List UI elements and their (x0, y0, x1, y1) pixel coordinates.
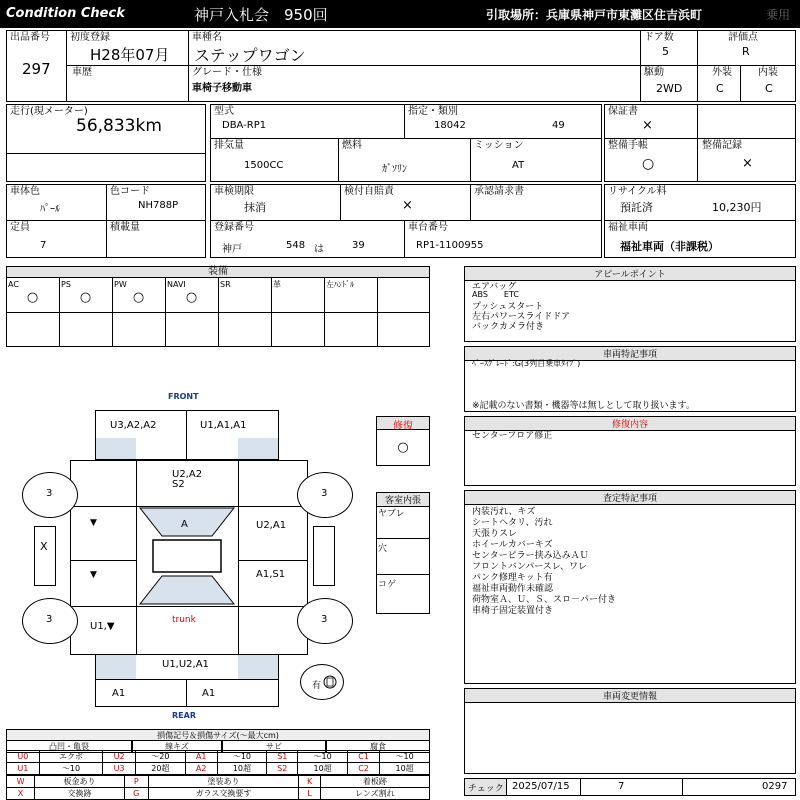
appeal-line-2: ABS ETC (472, 290, 519, 299)
form-title: Condition Check (6, 6, 125, 21)
capacity-label: 定員 (10, 222, 30, 233)
assessment-title: 査定特記事項 (465, 491, 795, 505)
lot-value: 297 (22, 60, 51, 78)
assessment-line-5: センターピラー挟み込みＡＵ (472, 551, 589, 561)
assessment-line-4: ホイールカバーキズ (472, 540, 553, 550)
tire-fr-value: 3 (321, 488, 328, 499)
car-name-value: ステップワゴン (194, 46, 306, 65)
assessment-line-10: 車椅子固定装置付き (472, 606, 554, 616)
fuel-label: 燃料 (342, 140, 362, 151)
code-a2: A2 (185, 763, 217, 775)
assessment-line-6: フロントバンパースレ、ワレ (472, 562, 588, 572)
color-value: ﾊﾟｰﾙ (40, 204, 60, 215)
assessment-line-7: パンク修理キット有 (472, 573, 553, 583)
spare-tire-box (300, 664, 344, 700)
code-c2: C2 (348, 763, 380, 775)
spare-tire-label: 有 (312, 681, 322, 691)
auction-title: 神戸入札会 950回 (194, 6, 328, 24)
appeal-line-4: 左右パワースライドドア (472, 312, 571, 322)
grade-label: グレード・仕様 (192, 67, 262, 78)
assessment-line-2: シートヘタリ、汚れ (472, 518, 553, 528)
tire-fl-value: 3 (46, 488, 53, 499)
drive-value: 2WD (656, 82, 683, 95)
special-note: ※記載のない書類・機器等は無しとして取り扱います。 (472, 401, 695, 411)
maint-value: × (742, 156, 753, 171)
front-right-damage: U1,A1,A1 (200, 420, 247, 431)
assessment-line-8: 福祉車両動作未確認 (472, 584, 554, 594)
right-front-door-damage: U2,A1 (256, 520, 287, 531)
recycle-label: リサイクル料 (608, 186, 667, 197)
appeal-line-1: エアバッグ (472, 282, 517, 292)
liability-value: × (402, 198, 413, 213)
left-mirror-damage: X (40, 540, 48, 553)
code-x: X (7, 788, 35, 800)
check-label: チェック (468, 784, 504, 794)
welfare-value: 福祉車両（非課税） (620, 240, 719, 253)
color-label: 車体色 (10, 186, 40, 197)
displacement-value: 1500CC (244, 160, 284, 171)
check-num: 7 (618, 781, 625, 792)
code-u1: U1 (7, 763, 40, 775)
appeal-line-3: プッシュスタート (472, 302, 544, 312)
code-u3: U3 (103, 763, 136, 775)
maint-label: 整備記録 (702, 140, 742, 151)
equip-ac-label: AC (8, 280, 19, 289)
left-mirror-box (34, 526, 56, 586)
right-rear-door-damage: A1,S1 (256, 569, 286, 580)
legend-group-4: 腐食 (326, 740, 430, 753)
legend-title: 損傷記号＆損傷サイズ(〜最大cm) (6, 729, 430, 742)
exterior-value: C (716, 82, 724, 95)
check-lot: 0297 (762, 781, 788, 792)
repair-value: ○ (397, 440, 409, 455)
assessment-line-3: 天張りスレ (472, 529, 518, 539)
legend-table-2: W 板金あり P 塗装あり K 着板跡 X 交換跡 G ガラス交換要す L レンズ割れ (6, 775, 430, 800)
mileage-label: 走行(現メーター) (10, 106, 88, 117)
rear-label: REAR (172, 711, 196, 720)
rear-right-damage: A1 (202, 688, 216, 699)
plate-class: 548 (286, 240, 306, 251)
code-s2: S2 (267, 763, 298, 775)
car-name-label: 車種名 (192, 32, 222, 43)
assessment-line-9: 荷物室Ａ、Ｕ、Ｓ、スロ－パー付き (472, 595, 617, 605)
front-left-damage: U3,A2,A2 (110, 420, 157, 431)
assessment-line-1: 内装汚れ、キズ (472, 507, 536, 517)
hood-damage-2: S2 (172, 479, 185, 490)
fuel-value: ｶﾞｿﾘﾝ (382, 164, 407, 175)
spare-tire-icon (323, 675, 337, 689)
hood-damage-1: U2,A2 (172, 469, 203, 480)
equip-navi-label: NAVI (167, 280, 186, 289)
equip-lhd-label: 左ﾊﾝﾄﾞﾙ (326, 280, 354, 289)
appeal-line-5: バックカメラ付き (472, 322, 545, 332)
left-rear-door-mark: ▼ (90, 570, 97, 580)
exterior-label: 外装 (712, 67, 732, 78)
recycle-value: 10,230円 (712, 201, 762, 214)
pickup-location: 引取場所：兵庫県神戸市東灘区住吉浜町 (486, 8, 703, 22)
legend-group-1: 凸凹・亀裂 (6, 740, 132, 753)
legend-group-2: 線キズ (132, 740, 222, 753)
color-code-label: 色コード (110, 186, 150, 197)
grade-value: 車椅子移動車 (192, 83, 252, 94)
model-label: 型式 (214, 106, 234, 117)
inspection-box (210, 184, 602, 258)
equip-pw-value: ○ (132, 290, 145, 305)
inspection-label: 車検期限 (214, 186, 254, 197)
mileage-value: 56,833km (76, 116, 162, 136)
front-label: FRONT (168, 392, 199, 401)
plate-label: 登録番号 (214, 222, 254, 233)
rear-bumper-damage: U1,U2,A1 (162, 659, 209, 670)
recycle-status: 預託済 (620, 201, 653, 214)
rear-lower-left (95, 679, 187, 707)
plate-kana: は (314, 244, 324, 255)
category-value: 49 (552, 120, 565, 131)
interior-label: 内装 (758, 67, 778, 78)
displacement-label: 排気量 (214, 140, 244, 151)
interior-value: C (765, 82, 773, 95)
liability-label: 検付自賠責 (344, 186, 394, 197)
code-w: W (7, 776, 35, 788)
special-line-1: ﾍﾞｰｽｸﾞﾚｰﾄﾞ:G(3列目乗車ﾀｲﾌﾟ) (472, 359, 581, 368)
equip-ps-label: PS (61, 280, 71, 289)
rear-lower-right (186, 679, 279, 707)
mission-label: ミッション (474, 140, 524, 151)
warranty-value: × (642, 118, 653, 133)
equip-navi-value: ○ (185, 290, 198, 305)
first-reg-label: 初度登録 (70, 32, 110, 43)
lot-label: 出品番号 (10, 32, 50, 43)
check-date: 2025/07/15 (512, 781, 570, 792)
equip-leather-label: 革 (273, 280, 281, 289)
chassis-value: RP1-1100955 (416, 240, 484, 251)
plate-number: 39 (352, 240, 365, 251)
inspection-value: 抹消 (244, 201, 266, 214)
chassis-label: 車台番号 (408, 222, 448, 233)
interior-tear: ヤブレ (378, 509, 405, 519)
code-p: P (124, 776, 148, 788)
tire-rr-value: 3 (321, 614, 328, 625)
left-front-door-mark: ▼ (90, 518, 97, 528)
left-rear-quarter-damage: U1,▼ (90, 621, 115, 632)
equip-pw-label: PW (114, 280, 127, 289)
code-l: L (299, 788, 320, 800)
changes-title: 車両変更情報 (465, 689, 795, 703)
equipment-title: 装備 (208, 266, 228, 277)
doors-label: ドア数 (644, 32, 674, 43)
repair-label: 修復 (393, 421, 413, 432)
code-u0: U0 (7, 751, 40, 763)
code-u2: U2 (103, 751, 136, 763)
load-label: 積載量 (110, 222, 140, 233)
repair-detail-title: 修復内容 (465, 417, 795, 431)
trunk-label: trunk (172, 615, 196, 625)
tire-rl-value: 3 (46, 614, 53, 625)
interior-title: 客室内張 (377, 493, 429, 507)
interior-hole: 穴 (378, 544, 388, 554)
header-bar (0, 0, 800, 28)
rear-left-damage: A1 (112, 688, 126, 699)
special-title: 車両特記事項 (465, 347, 795, 361)
color-code-value: NH788P (138, 200, 179, 211)
interior-burn: コゲ (378, 580, 397, 590)
legend-table-1: U0 エクボ U2 〜20 A1 〜10 S1 〜10 C1 〜10 U1 〜10 U3 20超 A2 10超 S2 10超 C2 10超 (6, 750, 430, 775)
model-value: DBA-RP1 (222, 120, 267, 131)
warranty-label: 保証書 (608, 106, 638, 117)
rating-label: 評価点 (728, 32, 758, 43)
first-reg-value: H28年07月 (90, 46, 170, 64)
approval-label: 承認請求書 (474, 186, 524, 197)
equip-ps-value: ○ (79, 290, 92, 305)
doors-value: 5 (662, 45, 669, 58)
roof-damage: A (181, 519, 188, 530)
right-mirror-box (313, 526, 335, 586)
manual-value: ○ (642, 156, 655, 172)
mission-value: AT (512, 160, 525, 171)
rating-value: R (742, 45, 750, 58)
equip-sr-label: SR (220, 280, 231, 289)
code-a1: A1 (185, 751, 217, 763)
drive-label: 駆動 (644, 67, 664, 78)
code-s1: S1 (267, 751, 298, 763)
legend-group-3: サビ (222, 740, 326, 753)
welfare-label: 福祉車両 (608, 222, 648, 233)
plate-area: 神戸 (222, 244, 242, 255)
code-g: G (124, 788, 148, 800)
designation-label: 指定・類別 (408, 106, 458, 117)
appeal-title: アピールポイント (465, 267, 795, 281)
equip-ac-value: ○ (26, 290, 39, 305)
code-k: K (299, 776, 320, 788)
designation-value: 18042 (434, 120, 466, 131)
code-c1: C1 (348, 751, 380, 763)
history-label: 車歴 (72, 67, 92, 78)
capacity-value: 7 (40, 240, 47, 251)
repair-detail-line-1: センターフロア修正 (472, 431, 553, 441)
manual-label: 整備手帳 (608, 140, 648, 151)
category-tag: 乗用 (766, 8, 791, 22)
